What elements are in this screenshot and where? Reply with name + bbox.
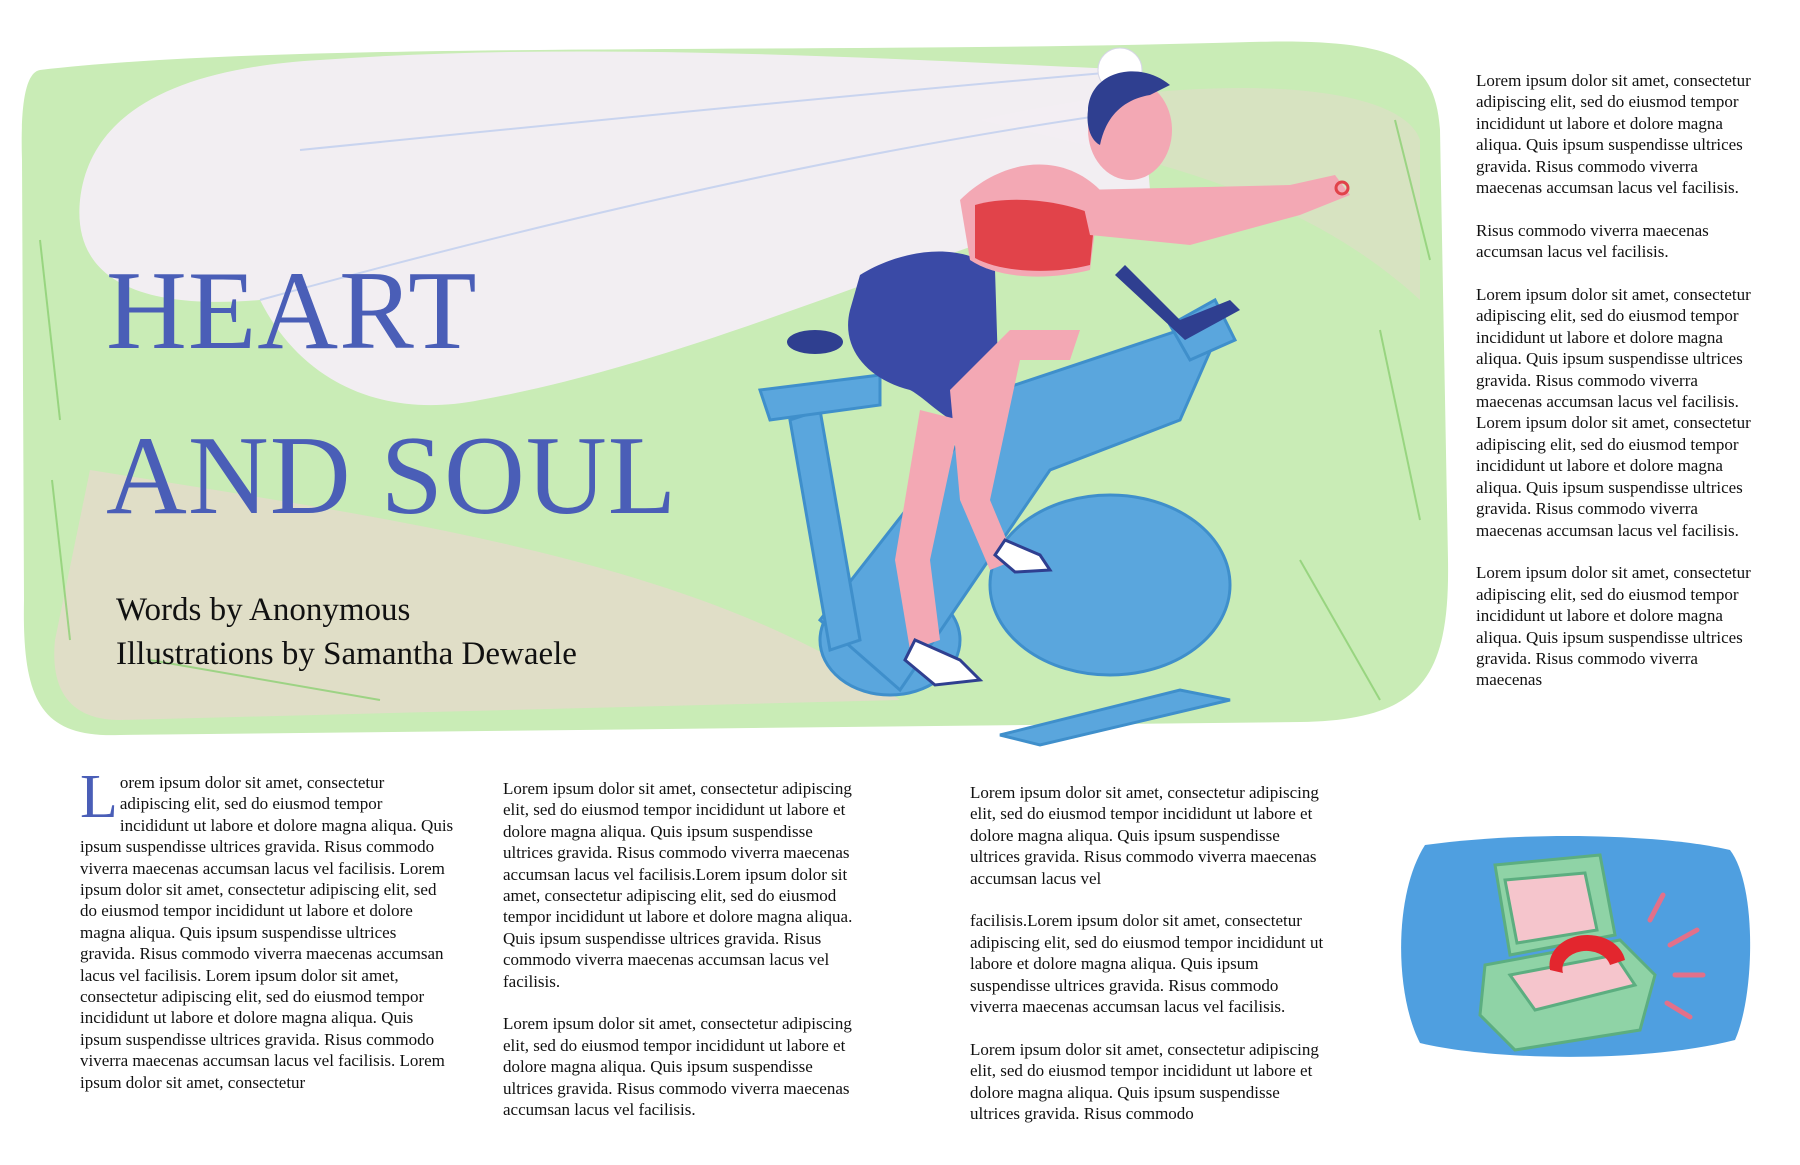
rider-top <box>975 200 1095 271</box>
text-column-3 <box>970 782 1330 1124</box>
paragraph: Lorem ipsum dolor sit amet, consectetur adipiscing elit, sed do eiusmod tempor incididunt ut labore et dolore magna aliqua. Quis ipsum suspendisse ultrices gravida. Risus commodo <box>970 1039 1319 1124</box>
text-column-2 <box>503 778 863 1120</box>
drop-cap: L <box>80 763 118 831</box>
paragraph: Lorem ipsum dolor sit amet, consectetur adipiscing elit, sed do eiusmod tempor incididunt ut labore et dolore magna aliqua. Quis ipsum suspendisse ultrices gravida. Risus commodo viverra maecenas accumsan lacus vel <box>970 783 1319 888</box>
paragraph: facilisis.Lorem ipsum dolor sit amet, consectetur adipiscing elit, sed do eiusmod tempor incididunt ut labore et dolore magna aliqua. Quis ipsum suspendisse ultrices gravida. Risus commodo viverra maecenas accumsan lacus vel facilisis. <box>970 911 1324 1017</box>
paragraph: Lorem ipsum dolor sit amet, consectetur adipiscing elit, sed do eiusmod tempor incididunt ut labore et dolore magna aliqua. Quis ipsum suspendisse ultrices gravida. Risus commodo viverra maecenas <box>1476 563 1751 690</box>
article-title-line-1: HEART <box>106 249 478 373</box>
lead-paragraph <box>80 763 455 1093</box>
paragraph: Lorem ipsum dolor sit amet, consectetur adipiscing elit, sed do eiusmod tempor incididunt ut labore et dolore magna aliqua. Quis ipsum suspendisse ultrices gravida. Risus commodo viverra maecenas accumsan lacus vel facilisis.Lorem ipsum dolor sit amet, consectetur adipiscing elit, sed do eiusmod tempor incididunt ut labore et dolore magna aliqua. Quis ipsum suspendisse ultrices gravida. Risus commodo viverra maecenas accumsan lacus vel facilisis. <box>503 779 853 991</box>
paragraph: Risus commodo viverra maecenas accumsan lacus vel facilisis. <box>1476 220 1709 262</box>
illustrations-credit: Illustrations by Samantha Dewaele <box>116 636 577 672</box>
bike-saddle <box>787 330 843 354</box>
paragraph: Lorem ipsum dolor sit amet, consectetur adipiscing elit, sed do eiusmod tempor incididunt ut labore et dolore magna aliqua. Quis ipsum suspendisse ultrices gravida. Risus commodo viverra maecenas accumsan lacus vel facilisis. Lorem ipsum dolor sit amet, consectetur adipiscing elit, sed do eiusmod tempor incididunt ut labore et dolore magna aliqua. Quis ipsum suspendisse ultrices gravida. Risus commodo viverra maecenas accumsan lacus vel facilisis. <box>1476 285 1751 540</box>
article-title-line-2: AND SOUL <box>106 414 678 538</box>
lead-paragraph-text: orem ipsum dolor sit amet, consectetur adipiscing elit, sed do eiusmod tempor incididunt ut labore et dolore magna aliqua. Quis ipsum suspendisse ultrices gravida. Risus commodo viverra maecenas accumsan lacus vel facilisis. Lorem ipsum dolor sit amet, consectetur adipiscing elit, sed do eiusmod tempor incididunt ut labore et dolore magna aliqua. Quis ipsum suspendisse ultrices gravida. Risus commodo viverra maecenas accumsan lacus vel facilisis. Lorem ipsum dolor sit amet, consectetur adipiscing elit, sed do eiusmod tempor incididunt ut labore et dolore magna aliqua. Quis ipsum suspendisse ultrices gravida. Risus commodo viverra maecenas accumsan lacus vel facilisis. Lorem ipsum dolor sit amet, consectetur <box>80 773 454 1092</box>
paragraph: Lorem ipsum dolor sit amet, consectetur adipiscing elit, sed do eiusmod tempor incididunt ut labore et dolore magna aliqua. Quis ipsum suspendisse ultrices gravida. Risus commodo viverra maecenas accumsan lacus vel facilisis. <box>1476 71 1751 198</box>
paragraph: Lorem ipsum dolor sit amet, consectetur adipiscing elit, sed do eiusmod tempor incididunt ut labore et dolore magna aliqua. Quis ipsum suspendisse ultrices gravida. Risus commodo viverra maecenas accumsan lacus vel facilisis. <box>503 1014 852 1120</box>
ring-box-illustration <box>1385 825 1760 1065</box>
text-column-1 <box>80 763 455 1093</box>
words-credit: Words by Anonymous <box>116 592 411 628</box>
right-text-column <box>1476 70 1761 691</box>
